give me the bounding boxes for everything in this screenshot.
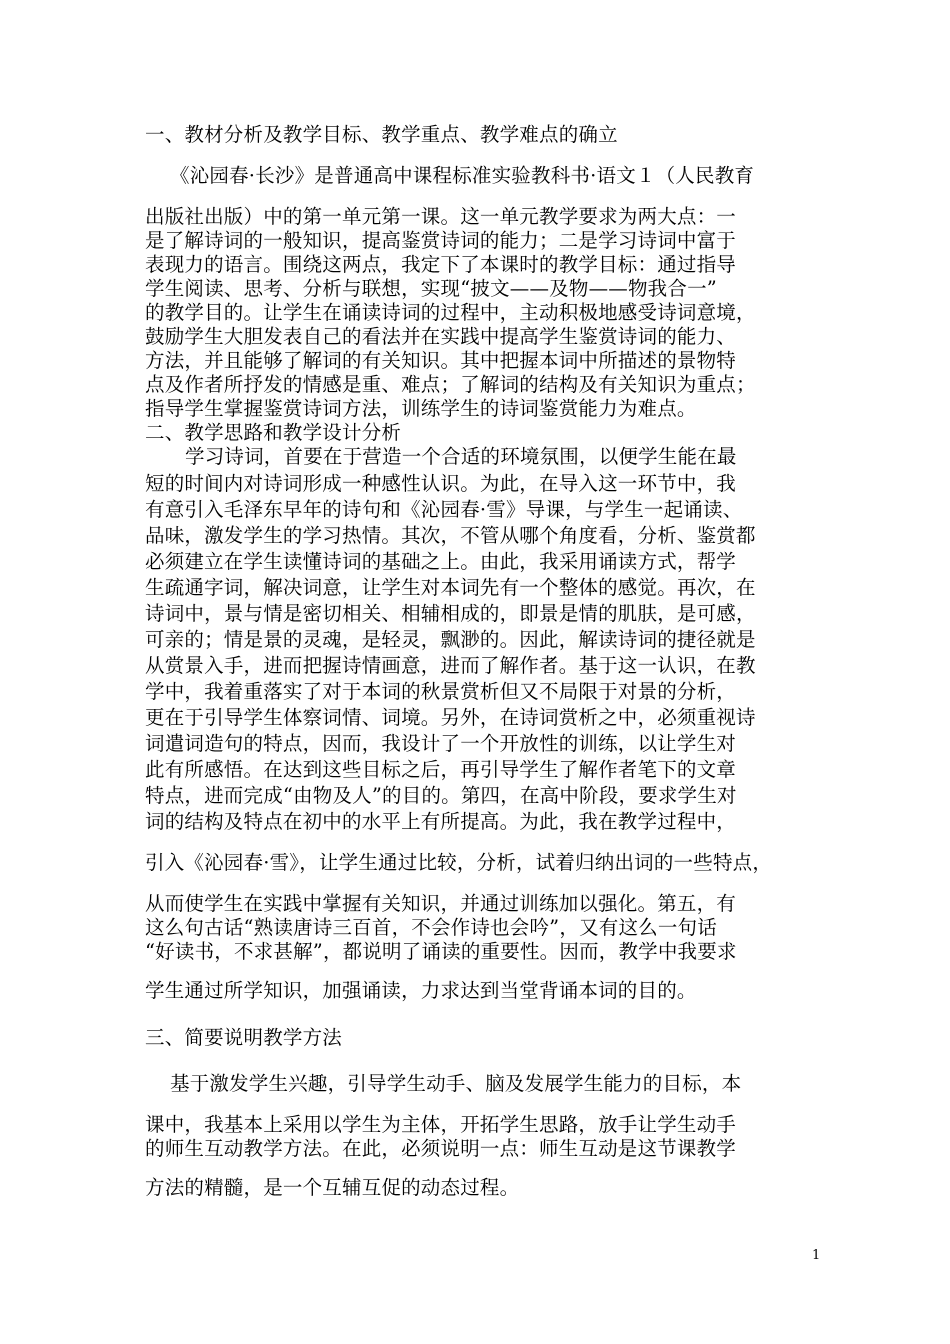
paragraph-line: 出版社出版）中的第一单元第一课。这一单元教学要求为两大点：一 — [145, 205, 737, 228]
paragraph-line: 必须建立在学生读懂诗词的基础之上。由此，我采用诵读方式，帮学 — [145, 550, 737, 573]
page-number: 1 — [812, 1248, 821, 1263]
paragraph-line: 学习诗词，首要在于营造一个合适的环境氛围，以便学生能在最 — [185, 445, 737, 468]
paragraph-line: 学生通过所学知识，加强诵读，力求达到当堂背诵本词的目的。 — [145, 979, 697, 1002]
section-heading: 一、教材分析及教学目标、教学重点、教学难点的确立 — [145, 123, 618, 146]
paragraph-line: 可亲的；情是景的灵魂，是轻灵，飘渺的。因此，解读诗词的捷径就是 — [145, 628, 756, 651]
section-heading: 三、简要说明教学方法 — [145, 1026, 343, 1049]
section-heading: 二、教学思路和教学设计分析 — [145, 421, 402, 444]
paragraph-line: 方法的精髓，是一个互辅互促的动态过程。 — [145, 1176, 520, 1199]
paragraph-line: 《沁园春·长沙》是普通高中课程标准实验教科书·语文１（人民教育 — [170, 164, 755, 187]
paragraph-line: “好读书，不求甚解”，都说明了诵读的重要性。因而，教学中我要求 — [145, 940, 737, 963]
paragraph-line: 表现力的语言。围绕这两点，我定下了本课时的教学目标：通过指导 — [145, 253, 737, 276]
paragraph-line: 品味，激发学生的学习热情。其次，不管从哪个角度看，分析、鉴赏都 — [145, 524, 756, 547]
paragraph-line: 特点，进而完成“由物及人”的目的。第四，在高中阶段，要求学生对 — [145, 784, 737, 807]
paragraph-line: 有意引入毛泽东早年的诗句和《沁园春·雪》导课，与学生一起诵读、 — [145, 498, 743, 521]
paragraph-line: 的师生互动教学方法。在此，必须说明一点：师生互动是这节课教学 — [145, 1137, 737, 1160]
paragraph-line: 鼓励学生大胆发表自己的看法并在实践中提高学生鉴赏诗词的能力、 — [145, 325, 737, 348]
paragraph-line: 生疏通字词，解决词意，让学生对本词先有一个整体的感觉。再次，在 — [145, 576, 756, 599]
paragraph-line: 学中，我着重落实了对于本词的秋景赏析但又不局限于对景的分析， — [145, 680, 737, 703]
paragraph-line: 的教学目的。让学生在诵读诗词的过程中，主动积极地感受诗词意境， — [145, 301, 756, 324]
paragraph-line: 词的结构及特点在初中的水平上有所提高。为此，我在教学过程中， — [145, 810, 737, 833]
paragraph-line: 是了解诗词的一般知识，提高鉴赏诗词的能力；二是学习诗词中富于 — [145, 229, 737, 252]
paragraph-line: 从而使学生在实践中掌握有关知识，并通过训练加以强化。第五，有 — [145, 892, 737, 915]
paragraph-line: 指导学生掌握鉴赏诗词方法，训练学生的诗词鉴赏能力为难点。 — [145, 397, 697, 420]
paragraph-line: 课中，我基本上采用以学生为主体，开拓学生思路，放手让学生动手 — [145, 1113, 737, 1136]
paragraph-line: 方法，并且能够了解词的有关知识。其中把握本词中所描述的景物特 — [145, 349, 737, 372]
paragraph-line: 点及作者所抒发的情感是重、难点；了解词的结构及有关知识为重点； — [145, 373, 756, 396]
paragraph-line: 基于激发学生兴趣，引导学生动手、脑及发展学生能力的目标，本 — [170, 1072, 742, 1095]
paragraph-line: 诗词中，景与情是密切相关、相辅相成的，即景是情的肌肤，是可感， — [145, 602, 756, 625]
paragraph-line: 短的时间内对诗词形成一种感性认识。为此，在导入这一环节中，我 — [145, 472, 737, 495]
paragraph-line: 词遣词造句的特点，因而，我设计了一个开放性的训练，以让学生对 — [145, 732, 737, 755]
paragraph-line: 此有所感悟。在达到这些目标之后，再引导学生了解作者笔下的文章 — [145, 758, 737, 781]
paragraph-line: 学生阅读、思考、分析与联想，实现“披文——及物——物我合一” — [145, 277, 717, 300]
paragraph-line: 这么句古话“熟读唐诗三百首，不会作诗也会吟”，又有这么一句话 — [145, 916, 717, 939]
paragraph-line: 引入《沁园春·雪》，让学生通过比较，分析，试着归纳出词的一些特点， — [145, 851, 773, 874]
paragraph-line: 更在于引导学生体察词情、词境。另外，在诗词赏析之中，必须重视诗 — [145, 706, 756, 729]
paragraph-line: 从赏景入手，进而把握诗情画意，进而了解作者。基于这一认识，在教 — [145, 654, 756, 677]
